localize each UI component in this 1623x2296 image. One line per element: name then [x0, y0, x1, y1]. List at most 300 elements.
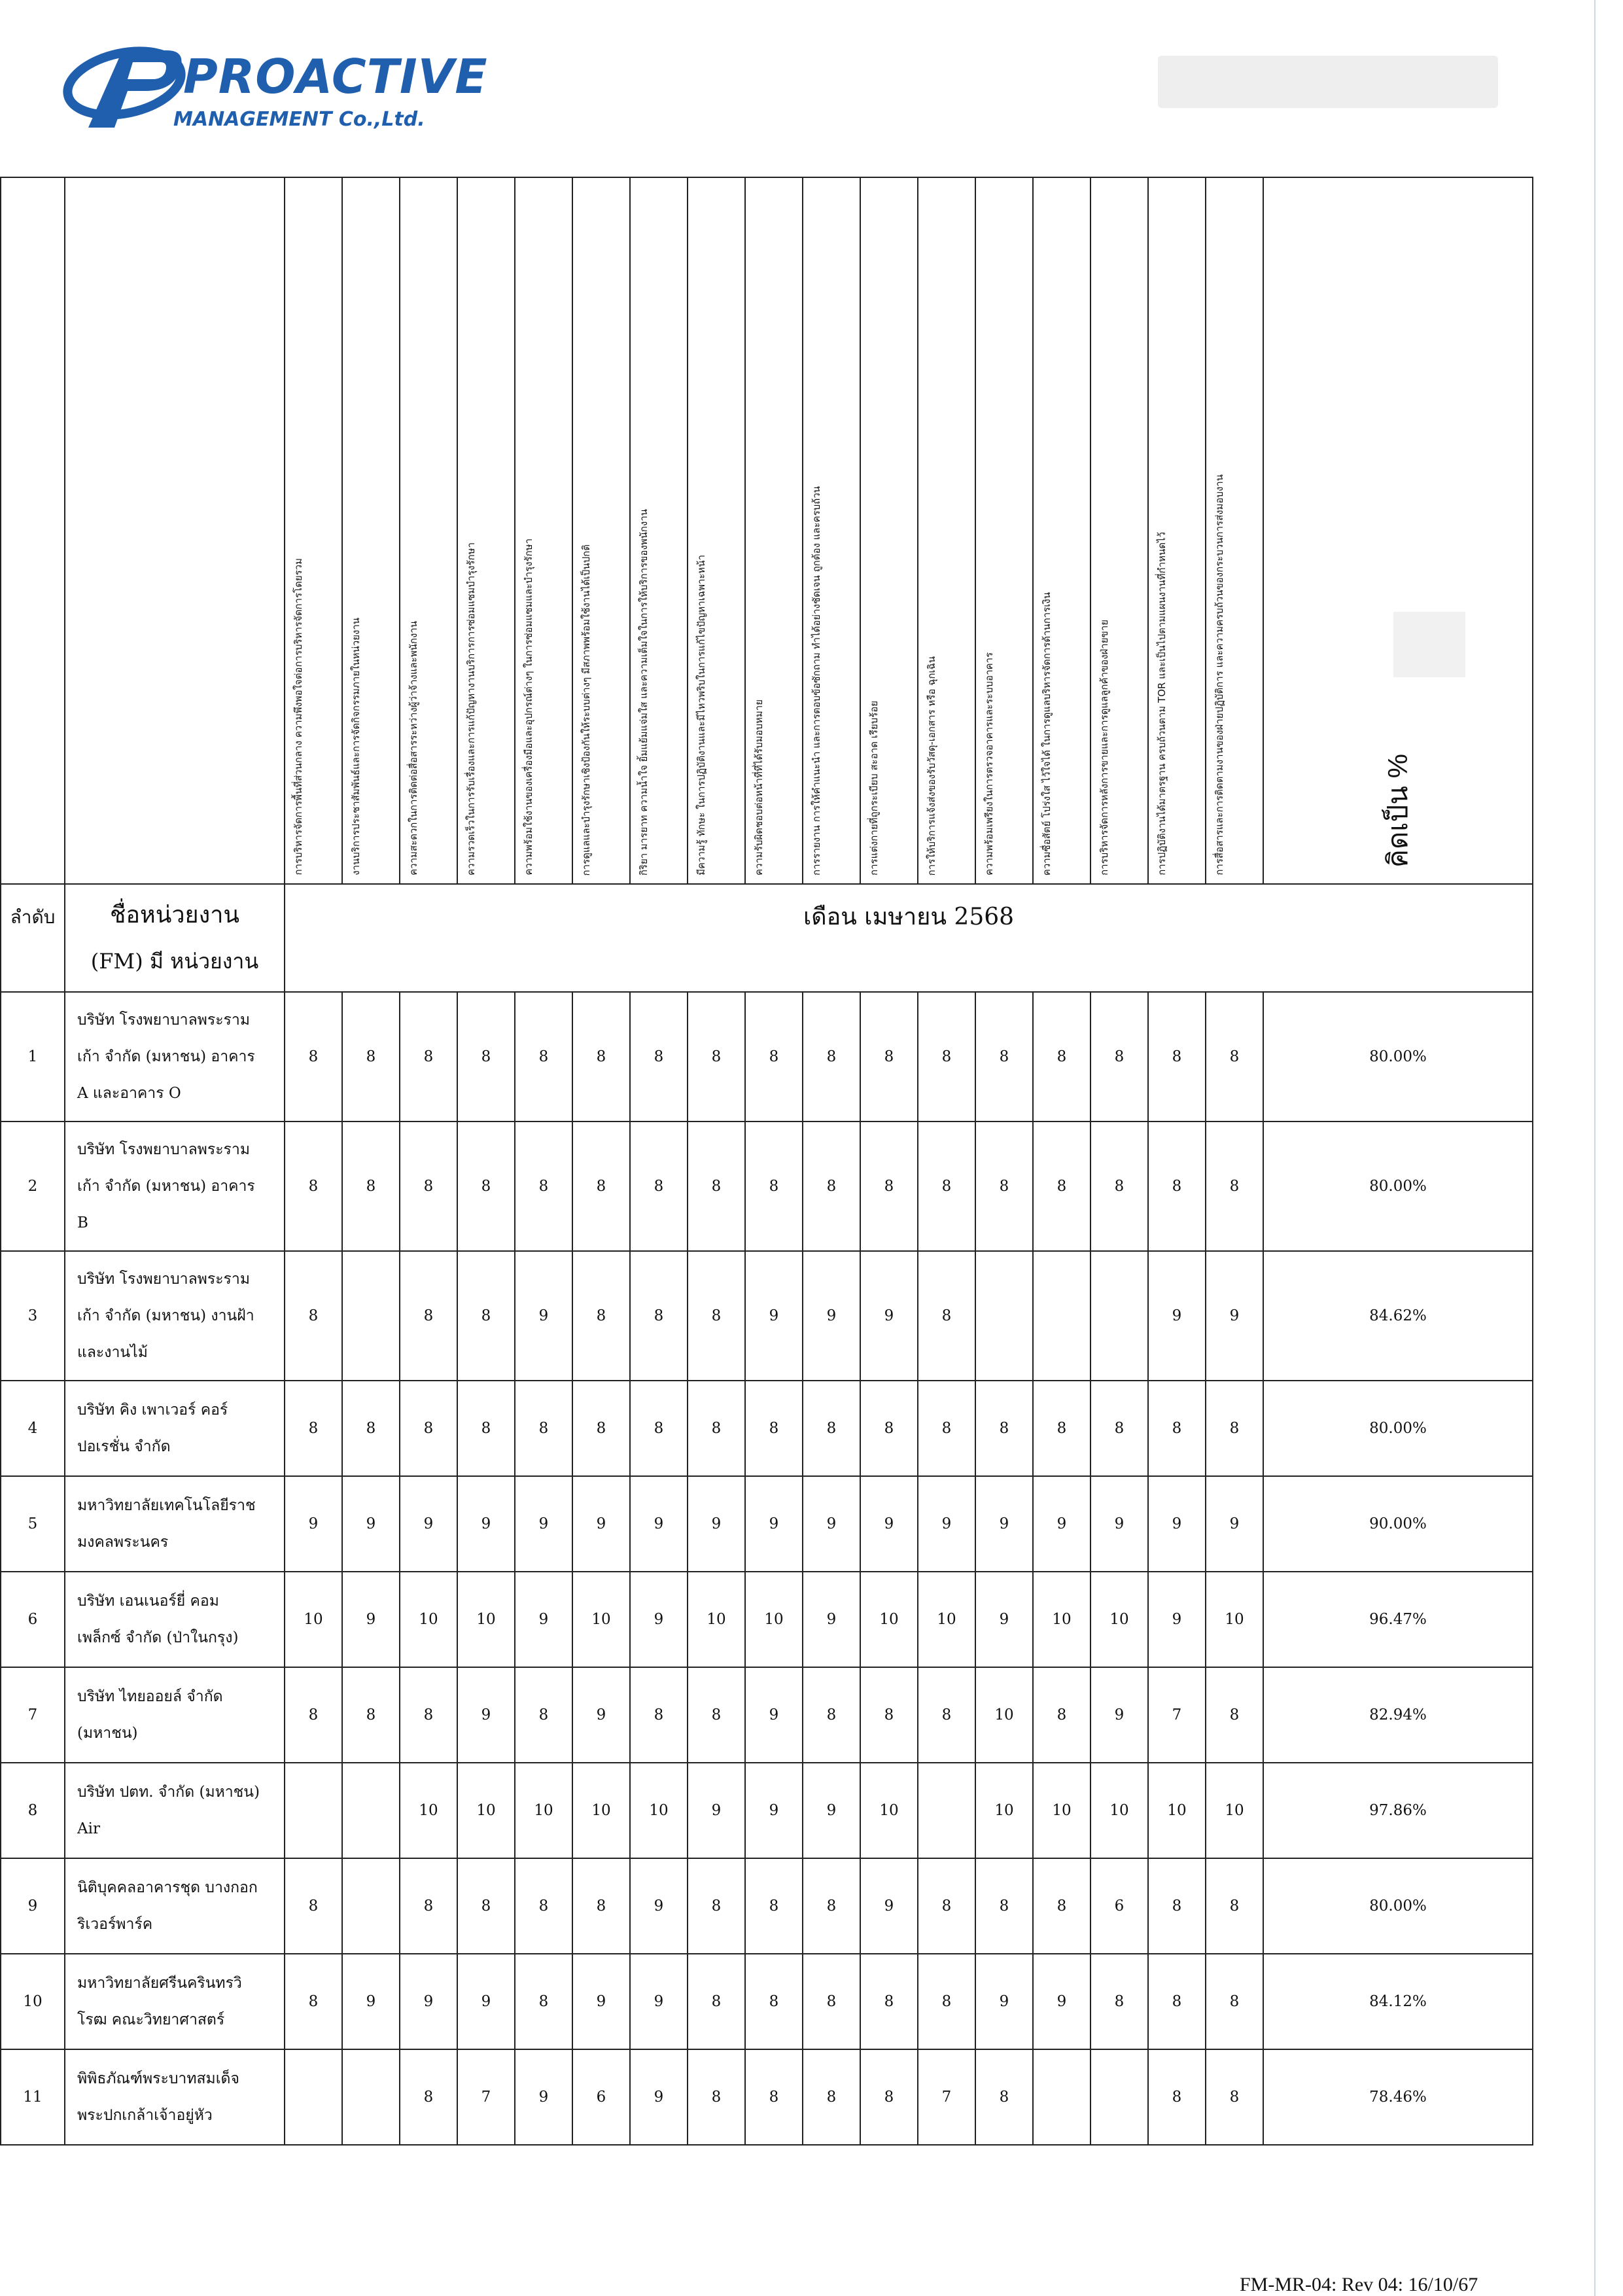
score-cell: 9 — [1091, 1667, 1148, 1763]
score-cell: 8 — [745, 992, 803, 1122]
score-cell — [1033, 2049, 1091, 2145]
score-cell: 8 — [688, 992, 745, 1122]
score-cell: 8 — [860, 1667, 918, 1763]
score-cell — [285, 1763, 342, 1858]
score-cell: 6 — [1091, 1858, 1148, 1954]
score-cell: 9 — [572, 1476, 630, 1572]
criterion-label: การรายงาน การให้คำแนะนำ และการตอบข้อซักถาม ทำได้อย่างชัดเจน ถูกต้อง และครบถ้วน — [811, 486, 822, 875]
score-cell: 9 — [803, 1572, 860, 1667]
score-cell: 10 — [860, 1763, 918, 1858]
row-org-name — [65, 1572, 285, 1667]
org-name-line: บริษัท โรงพยาบาลพระราม — [77, 1141, 250, 1158]
criterion-label: ความพร้อมใช้งานของเครื่องมือและอุปกรณ์ต่างๆ ในการซ่อมแซมและบำรุงรักษา — [523, 539, 534, 875]
criterion-label: การสื่อสารและการติดตามงานของฝ่ายปฏิบัติการ และความครบถ้วนของกระบวนการส่งมอบงาน — [1213, 474, 1225, 875]
score-cell: 9 — [1206, 1251, 1263, 1381]
score-cell: 8 — [688, 1858, 745, 1954]
score-cell: 8 — [803, 1858, 860, 1954]
score-cell: 9 — [688, 1763, 745, 1858]
score-cell: 9 — [745, 1763, 803, 1858]
row-percent: 82.94% — [1263, 1667, 1533, 1763]
score-cell: 9 — [457, 1476, 515, 1572]
criterion-header — [630, 177, 688, 884]
score-cell: 10 — [1033, 1572, 1091, 1667]
row-org-name — [65, 1858, 285, 1954]
score-cell: 9 — [400, 1954, 457, 2049]
score-cell: 9 — [630, 1476, 688, 1572]
score-cell: 8 — [285, 1381, 342, 1476]
row-percent: 84.62% — [1263, 1251, 1533, 1381]
row-org-name — [65, 2049, 285, 2145]
score-cell: 8 — [1206, 1381, 1263, 1476]
score-cell: 8 — [515, 1954, 572, 2049]
score-cell: 9 — [975, 1476, 1033, 1572]
score-cell: 9 — [515, 1476, 572, 1572]
criterion-header — [457, 177, 515, 884]
score-cell: 9 — [1206, 1476, 1263, 1572]
org-name-line: และงานไม้ — [77, 1344, 148, 1361]
table-row — [1, 1572, 1533, 1667]
score-cell: 7 — [457, 2049, 515, 2145]
score-cell: 8 — [688, 1381, 745, 1476]
score-cell: 9 — [515, 1572, 572, 1667]
criterion-label: ความสะดวกในการติดต่อสื่อสารระหว่างผู้ว่าจ้างและพนักงาน — [408, 621, 419, 875]
criterion-header — [285, 177, 342, 884]
score-cell — [342, 2049, 400, 2145]
score-cell: 8 — [342, 992, 400, 1122]
score-cell: 8 — [457, 1251, 515, 1381]
score-cell: 9 — [1148, 1476, 1206, 1572]
criterion-label: การให้บริการแจ้งส่งของรับวัสดุ-เอกสาร หรือ ฉุกเฉิน — [926, 656, 937, 875]
row-seq: 9 — [1, 1858, 65, 1954]
score-cell: 9 — [285, 1476, 342, 1572]
score-cell: 10 — [572, 1572, 630, 1667]
score-cell: 6 — [572, 2049, 630, 2145]
score-cell: 9 — [860, 1251, 918, 1381]
score-cell: 8 — [572, 1122, 630, 1251]
score-cell: 8 — [515, 1858, 572, 1954]
seq-header: ลำดับ — [1, 884, 65, 992]
score-cell: 8 — [918, 1122, 975, 1251]
score-cell: 8 — [918, 1251, 975, 1381]
logo-mark-icon — [62, 36, 186, 134]
score-cell: 9 — [1033, 1476, 1091, 1572]
score-cell: 8 — [975, 1122, 1033, 1251]
org-name-line: (มหาชน) — [77, 1725, 138, 1742]
criterion-label: การปฏิบัติงานได้มาตรฐาน ครบถ้วนตาม TOR และเป็นไปตามแผนงานที่กำหนดไว้ — [1156, 532, 1168, 875]
score-cell: 8 — [1091, 1954, 1148, 2049]
score-cell: 8 — [975, 1381, 1033, 1476]
score-cell: 8 — [745, 1122, 803, 1251]
score-cell — [342, 1251, 400, 1381]
row-percent: 80.00% — [1263, 1381, 1533, 1476]
score-cell: 8 — [860, 2049, 918, 2145]
criterion-header — [803, 177, 860, 884]
score-cell: 8 — [630, 1667, 688, 1763]
score-cell — [1091, 2049, 1148, 2145]
page-edge — [1594, 0, 1596, 2296]
table-row — [1, 992, 1533, 1122]
score-cell — [975, 1251, 1033, 1381]
score-cell: 9 — [1148, 1251, 1206, 1381]
criterion-header — [1206, 177, 1263, 884]
score-cell: 10 — [400, 1572, 457, 1667]
score-cell: 10 — [1091, 1763, 1148, 1858]
table-row — [1, 1667, 1533, 1763]
score-cell: 10 — [457, 1572, 515, 1667]
criterion-label: มีความรู้ ทักษะ ในการปฏิบัติงานและมีไหวพริบในการแก้ไขปัญหาเฉพาะหน้า — [695, 555, 707, 875]
score-cell: 8 — [1206, 1858, 1263, 1954]
score-cell: 9 — [803, 1476, 860, 1572]
row-org-name — [65, 1381, 285, 1476]
score-cell: 8 — [1206, 1667, 1263, 1763]
org-name-line: โรฒ คณะวิทยาศาสตร์ — [77, 2011, 225, 2028]
score-cell: 9 — [1033, 1954, 1091, 2049]
org-name-line: Air — [77, 1820, 100, 1837]
score-cell: 8 — [1148, 2049, 1206, 2145]
score-cell: 8 — [745, 1954, 803, 2049]
row-org-name — [65, 1763, 285, 1858]
score-cell: 9 — [457, 1954, 515, 2049]
score-cell: 8 — [400, 992, 457, 1122]
score-cell: 8 — [1033, 1858, 1091, 1954]
score-cell: 9 — [918, 1476, 975, 1572]
score-cell: 9 — [457, 1667, 515, 1763]
org-name-line: มงคลพระนคร — [77, 1534, 169, 1551]
score-cell: 8 — [400, 1381, 457, 1476]
criterion-label: การบริหารจัดการพื้นที่ส่วนกลาง ความพึงพอใจต่อการบริหารจัดการโดยรวม — [292, 558, 304, 875]
org-name-line: ริเวอร์พาร์ค — [77, 1916, 153, 1933]
criterion-label: ความรับผิดชอบต่อหน้าที่ที่ได้รับมอบหมาย — [753, 699, 765, 875]
score-cell: 10 — [1091, 1572, 1148, 1667]
score-cell: 9 — [688, 1476, 745, 1572]
criterion-label: การดูแลและบำรุงรักษาเชิงป้องกันให้ระบบต่างๆ มีสภาพพร้อมใช้งานได้เป็นปกติ — [580, 544, 592, 875]
score-cell: 10 — [1206, 1763, 1263, 1858]
score-cell: 8 — [1033, 1667, 1091, 1763]
score-cell: 8 — [1148, 1122, 1206, 1251]
score-cell: 8 — [515, 992, 572, 1122]
criterion-header — [745, 177, 803, 884]
row-percent: 80.00% — [1263, 1858, 1533, 1954]
score-cell: 7 — [1148, 1667, 1206, 1763]
score-cell: 9 — [630, 1572, 688, 1667]
row-seq: 7 — [1, 1667, 65, 1763]
score-cell: 10 — [688, 1572, 745, 1667]
document-code: FM-MR-04: Rev 04: 16/10/67 — [1240, 2274, 1478, 2295]
score-cell: 8 — [515, 1122, 572, 1251]
score-cell: 8 — [400, 1251, 457, 1381]
score-cell: 8 — [688, 1251, 745, 1381]
company-logo — [62, 36, 488, 134]
score-cell — [1033, 1251, 1091, 1381]
org-name-line: ปอเรชั่น จำกัด — [77, 1438, 171, 1455]
score-cell: 8 — [1206, 992, 1263, 1122]
score-cell: 10 — [1033, 1763, 1091, 1858]
score-cell: 9 — [515, 1251, 572, 1381]
scan-artifact — [1158, 56, 1498, 108]
score-cell: 8 — [1033, 1381, 1091, 1476]
score-cell: 8 — [572, 1858, 630, 1954]
score-cell: 10 — [1148, 1763, 1206, 1858]
row-org-name — [65, 1251, 285, 1381]
table-row — [1, 1381, 1533, 1476]
row-seq: 6 — [1, 1572, 65, 1667]
row-seq: 11 — [1, 2049, 65, 2145]
score-cell: 8 — [803, 1954, 860, 2049]
score-cell — [342, 1858, 400, 1954]
org-name-line: นิติบุคคลอาคารชุด บางกอก — [77, 1879, 258, 1896]
score-cell: 9 — [572, 1667, 630, 1763]
score-cell: 7 — [918, 2049, 975, 2145]
org-name-line: เก้า จำกัด (มหาชน) งานฝ้า — [77, 1307, 254, 1324]
score-cell: 8 — [688, 2049, 745, 2145]
row-org-name — [65, 1122, 285, 1251]
score-cell: 8 — [457, 1381, 515, 1476]
score-cell: 8 — [688, 1667, 745, 1763]
score-cell: 8 — [1148, 1381, 1206, 1476]
org-name-line: พิพิธภัณฑ์พระบาทสมเด็จ — [77, 2070, 239, 2087]
score-cell: 8 — [400, 1858, 457, 1954]
score-cell: 8 — [400, 1122, 457, 1251]
row-seq: 5 — [1, 1476, 65, 1572]
header-blank-seq — [1, 177, 65, 884]
score-cell: 8 — [285, 1122, 342, 1251]
score-cell: 9 — [400, 1476, 457, 1572]
score-cell: 9 — [515, 2049, 572, 2145]
score-cell: 8 — [1206, 1122, 1263, 1251]
org-name-line: บริษัท ไทยออยล์ จำกัด — [77, 1688, 223, 1705]
score-cell — [918, 1763, 975, 1858]
score-cell: 8 — [457, 992, 515, 1122]
criterion-header — [400, 177, 457, 884]
row-percent: 78.46% — [1263, 2049, 1533, 2145]
score-cell: 9 — [745, 1251, 803, 1381]
score-cell: 8 — [803, 992, 860, 1122]
score-cell: 8 — [1091, 1122, 1148, 1251]
criterion-label: งานบริการประชาสัมพันธ์และการจัดกิจกรรมภายในหน่วยงาน — [350, 618, 362, 875]
criterion-header — [1033, 177, 1091, 884]
score-cell: 8 — [803, 1667, 860, 1763]
row-seq: 1 — [1, 992, 65, 1122]
score-cell: 8 — [745, 1858, 803, 1954]
score-cell: 9 — [860, 1476, 918, 1572]
score-cell — [285, 2049, 342, 2145]
org-name-line: เพล็กซ์ จำกัด (ป่าในกรุง) — [77, 1629, 239, 1646]
score-cell: 8 — [630, 1122, 688, 1251]
score-cell: 8 — [1033, 992, 1091, 1122]
score-cell: 8 — [1091, 1381, 1148, 1476]
row-percent: 80.00% — [1263, 1122, 1533, 1251]
table-row — [1, 1476, 1533, 1572]
score-cell: 9 — [975, 1572, 1033, 1667]
row-seq: 4 — [1, 1381, 65, 1476]
score-cell: 8 — [572, 1381, 630, 1476]
score-cell: 8 — [918, 992, 975, 1122]
score-cell: 9 — [803, 1763, 860, 1858]
score-cell: 8 — [285, 1954, 342, 2049]
criterion-label: การบริหารจัดการหลังการขายและการดูแลลูกค้าของฝ่ายขาย — [1098, 620, 1110, 875]
row-percent: 84.12% — [1263, 1954, 1533, 2049]
score-cell: 10 — [975, 1667, 1033, 1763]
org-name-line: พระปกเกล้าเจ้าอยู่หัว — [77, 2107, 213, 2124]
score-cell: 8 — [515, 1667, 572, 1763]
score-cell: 8 — [285, 1858, 342, 1954]
score-cell: 10 — [975, 1763, 1033, 1858]
score-cell: 8 — [342, 1122, 400, 1251]
score-cell: 8 — [803, 1381, 860, 1476]
score-cell: 8 — [1206, 2049, 1263, 2145]
score-cell: 8 — [457, 1858, 515, 1954]
score-cell — [1091, 1251, 1148, 1381]
table-row — [1, 1954, 1533, 2049]
table-row — [1, 2049, 1533, 2145]
score-cell: 10 — [1206, 1572, 1263, 1667]
score-cell: 9 — [1148, 1572, 1206, 1667]
row-percent: 97.86% — [1263, 1763, 1533, 1858]
score-cell: 8 — [342, 1667, 400, 1763]
row-org-name — [65, 1476, 285, 1572]
score-cell: 9 — [572, 1954, 630, 2049]
row-seq: 2 — [1, 1122, 65, 1251]
score-cell: 8 — [400, 1667, 457, 1763]
score-cell: 9 — [803, 1251, 860, 1381]
row-percent: 80.00% — [1263, 992, 1533, 1122]
score-cell: 8 — [918, 1381, 975, 1476]
row-seq: 3 — [1, 1251, 65, 1381]
table-row — [1, 1763, 1533, 1858]
score-cell: 8 — [745, 1381, 803, 1476]
row-percent: 96.47% — [1263, 1572, 1533, 1667]
table-row — [1, 1858, 1533, 1954]
criterion-label: ความรวดเร็วในการรับเรื่องและการแก้ปัญหางานบริการการซ่อมแซมบำรุงรักษา — [465, 542, 477, 875]
score-cell: 8 — [457, 1122, 515, 1251]
org-name-line: B — [77, 1214, 88, 1231]
criterion-header — [1148, 177, 1206, 884]
score-cell: 8 — [860, 1954, 918, 2049]
score-cell: 9 — [860, 1858, 918, 1954]
score-cell: 8 — [803, 1122, 860, 1251]
row-org-name — [65, 992, 285, 1122]
logo-subtitle: MANAGEMENT Co.,Ltd. — [173, 108, 425, 131]
score-cell: 8 — [918, 1667, 975, 1763]
score-cell: 10 — [572, 1763, 630, 1858]
score-cell: 9 — [630, 1858, 688, 1954]
score-cell: 8 — [1148, 1858, 1206, 1954]
score-cell: 8 — [918, 1858, 975, 1954]
score-cell: 10 — [400, 1763, 457, 1858]
criterion-header — [515, 177, 572, 884]
percent-header-label: คิดเป็น % — [1382, 753, 1413, 868]
org-name-line: บริษัท เอนเนอร์ยี่ คอม — [77, 1593, 219, 1610]
evaluation-table — [0, 177, 1533, 2146]
row-seq: 8 — [1, 1763, 65, 1858]
score-cell: 8 — [918, 1954, 975, 2049]
score-cell: 8 — [515, 1381, 572, 1476]
score-cell: 9 — [745, 1476, 803, 1572]
org-name-line: บริษัท โรงพยาบาลพระราม — [77, 1271, 250, 1288]
score-cell: 10 — [630, 1763, 688, 1858]
table-row — [1, 1122, 1533, 1251]
score-cell: 8 — [975, 2049, 1033, 2145]
row-percent: 90.00% — [1263, 1476, 1533, 1572]
row-seq: 10 — [1, 1954, 65, 2049]
criterion-header — [975, 177, 1033, 884]
score-cell: 8 — [688, 1954, 745, 2049]
sub-header-row — [1, 884, 1533, 992]
score-cell: 8 — [745, 2049, 803, 2145]
org-name-line: บริษัท โรงพยาบาลพระราม — [77, 1012, 250, 1029]
score-cell: 10 — [457, 1763, 515, 1858]
org-name-line: เก้า จำกัด (มหาชน) อาคาร — [77, 1048, 255, 1065]
criterion-label: ความซื่อสัตย์ โปร่งใส ไว้ใจได้ ในการดูแลบริหารจัดการด้านการเงิน — [1041, 592, 1053, 875]
criterion-label: การแต่งกายที่ถูกระเบียบ สะอาด เรียบร้อย — [868, 701, 880, 875]
criterion-header — [1091, 177, 1148, 884]
score-cell: 9 — [975, 1954, 1033, 2049]
score-cell: 8 — [1091, 992, 1148, 1122]
score-cell: 8 — [630, 1381, 688, 1476]
score-cell: 8 — [342, 1381, 400, 1476]
score-cell: 8 — [860, 992, 918, 1122]
row-org-name — [65, 1954, 285, 2049]
criterion-header — [688, 177, 745, 884]
score-cell: 8 — [975, 992, 1033, 1122]
org-name-line: A และอาคาร O — [77, 1085, 181, 1102]
percent-header — [1263, 177, 1533, 884]
org-name-line: เก้า จำกัด (มหาชน) อาคาร — [77, 1178, 255, 1195]
criterion-label: ความพร้อมเพรียงในการตรวจอาคารและระบบอาคาร — [983, 652, 995, 875]
score-cell: 9 — [630, 1954, 688, 2049]
score-cell: 8 — [1206, 1954, 1263, 2049]
score-cell: 10 — [918, 1572, 975, 1667]
criterion-header — [572, 177, 630, 884]
score-cell: 8 — [860, 1381, 918, 1476]
name-header-subtitle: (FM) มี หน่วยงาน — [90, 948, 259, 974]
score-cell: 9 — [342, 1476, 400, 1572]
score-cell: 8 — [630, 992, 688, 1122]
score-cell: 8 — [1148, 992, 1206, 1122]
score-cell: 8 — [572, 992, 630, 1122]
score-cell: 8 — [285, 1251, 342, 1381]
criterion-header — [860, 177, 918, 884]
table-row — [1, 1251, 1533, 1381]
score-cell: 10 — [515, 1763, 572, 1858]
score-cell: 8 — [1033, 1122, 1091, 1251]
header-blank-name — [65, 177, 285, 884]
logo-title: PROACTIVE — [183, 49, 488, 104]
score-cell: 10 — [745, 1572, 803, 1667]
score-cell: 8 — [975, 1858, 1033, 1954]
score-cell: 8 — [285, 992, 342, 1122]
score-cell: 8 — [860, 1122, 918, 1251]
criterion-header — [918, 177, 975, 884]
name-header — [65, 884, 285, 992]
score-cell: 8 — [400, 2049, 457, 2145]
criteria-header-row — [1, 177, 1533, 884]
criterion-label: กิริยา มารยาท ความน้ำใจ ยิ้มแย้มแจ่มใส และความเต็มใจในการให้บริการของพนักงาน — [638, 508, 650, 875]
score-cell: 8 — [630, 1251, 688, 1381]
criterion-header — [342, 177, 400, 884]
month-header: เดือน เมษายน 2568 — [285, 884, 1533, 992]
org-name-line: บริษัท คิง เพาเวอร์ คอร์ — [77, 1402, 228, 1419]
score-cell: 9 — [1091, 1476, 1148, 1572]
row-org-name — [65, 1667, 285, 1763]
score-cell: 8 — [572, 1251, 630, 1381]
score-cell: 8 — [285, 1667, 342, 1763]
org-name-line: บริษัท ปตท. จำกัด (มหาชน) — [77, 1784, 260, 1801]
score-cell: 10 — [285, 1572, 342, 1667]
org-name-line: มหาวิทยาลัยศรีนครินทรวิ — [77, 1975, 242, 1992]
score-cell: 8 — [688, 1122, 745, 1251]
score-cell — [342, 1763, 400, 1858]
